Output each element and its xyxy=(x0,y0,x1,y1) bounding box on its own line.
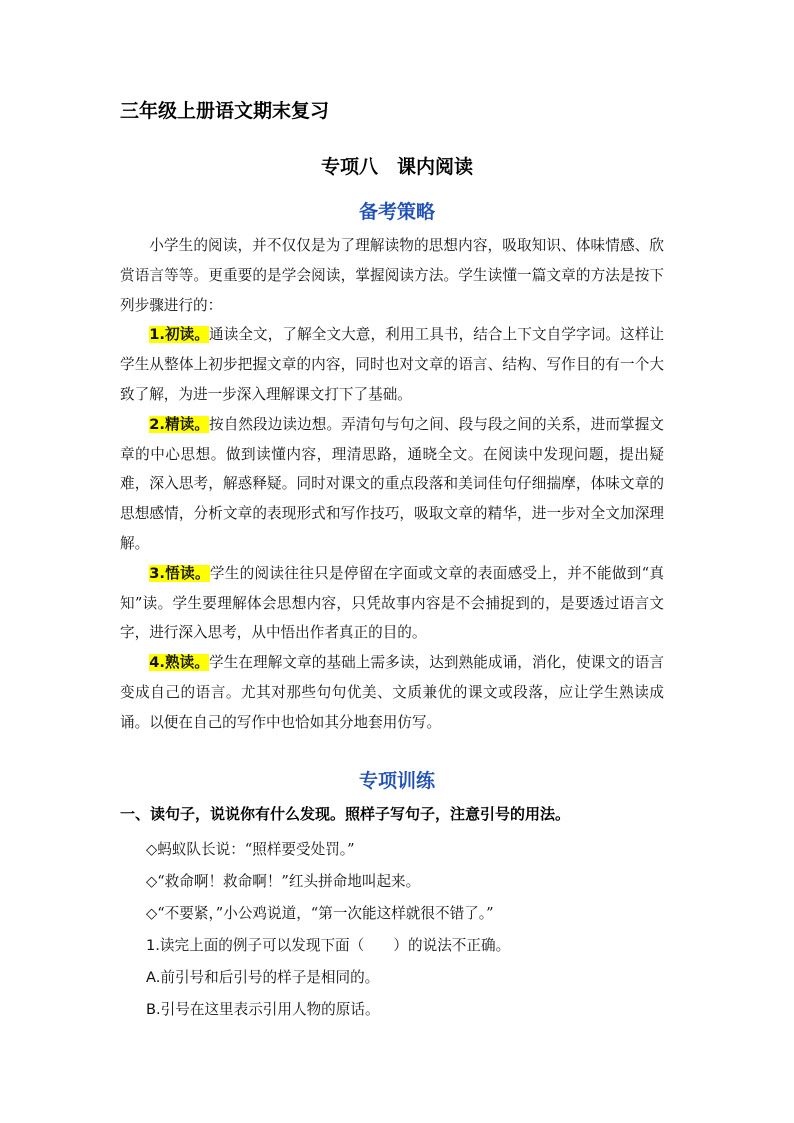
strategy-heading: 备考策略 xyxy=(358,201,435,223)
section-title: 专项八 课内阅读 xyxy=(320,156,473,178)
example-sentence: ◇蚂蚁队长说：“照样要受处罚。” xyxy=(146,841,355,858)
step-text: 学生在理解文章的基础上需多读，达到熟能成诵，消化，使课文的语言变成自己的语言。尤其对那些句句优美、文质兼优的课文或段落，应让学生熟读成诵。以便在自己的写作中也恰如其分地套用仿写。 xyxy=(120,654,664,731)
step-label: 2.精读。 xyxy=(149,415,210,433)
step-paragraph xyxy=(120,559,664,648)
example-sentence: ◇“救命啊！救命啊！”红头拼命地叫起来。 xyxy=(146,873,421,890)
option-b: B.引号在这里表示引用人物的原话。 xyxy=(146,1001,380,1018)
example-sentence: ◇“不要紧，”小公鸡说道，“第一次能这样就很不错了。” xyxy=(146,905,494,922)
step-text: 通读全文，了解全文大意，利用工具书，结合上下文自学字词。这样让学生从整体上初步把握文章的内容，同时也对文章的语言、结构、写作目的有一个大致了解，为进一步深入理解课文打下了基础。 xyxy=(120,326,664,403)
step-paragraph xyxy=(120,410,664,559)
step-text: 学生的阅读往往只是停留在字面或文章的表面感受上，并不能做到“真知”读。学生要理解体会思想内容，只凭故事内容是不会捕捉到的，是要透过语言文字，进行深入思考，从中悟出作者真正的目的。 xyxy=(120,564,665,642)
strategy-body xyxy=(120,231,664,738)
question-1-title: 一、读句子，说说你有什么发现。照样子写句子，注意引号的用法。 xyxy=(120,805,571,823)
step-paragraph xyxy=(120,320,664,409)
sub-question-1: 1.读完上面的例子可以发现下面（ ）的说法不正确。 xyxy=(146,937,511,954)
document-title: 三年级上册语文期末复习 xyxy=(120,100,330,122)
step-label: 3.悟读。 xyxy=(149,564,210,582)
training-heading: 专项训练 xyxy=(358,770,435,792)
option-a: A.前引号和后引号的样子是相同的。 xyxy=(146,969,380,986)
strategy-intro: 小学生的阅读，并不仅仅是为了理解读物的思想内容，吸取知识、体味情感、欣赏语言等等。更重要的是学会阅读，掌握阅读方法。学生读懂一篇文章的方法是按下列步骤进行的： xyxy=(120,237,664,314)
step-label: 4.熟读。 xyxy=(149,654,210,672)
step-paragraph xyxy=(120,648,664,737)
step-label: 1.初读。 xyxy=(149,326,210,344)
step-text: 按自然段边读边想。弄清句与句之间、段与段之间的关系，进而掌握文章的中心思想。做到读懂内容，理清思路，通晓全文。在阅读中发现问题，提出疑难，深入思考，解惑释疑。同时对课文的重点段落和美词佳句仔细揣摩，体味文章的思想感情，分析文章的表现形式和写作技巧，吸取文章的精华，进一步对全文加深理解。 xyxy=(120,415,664,552)
